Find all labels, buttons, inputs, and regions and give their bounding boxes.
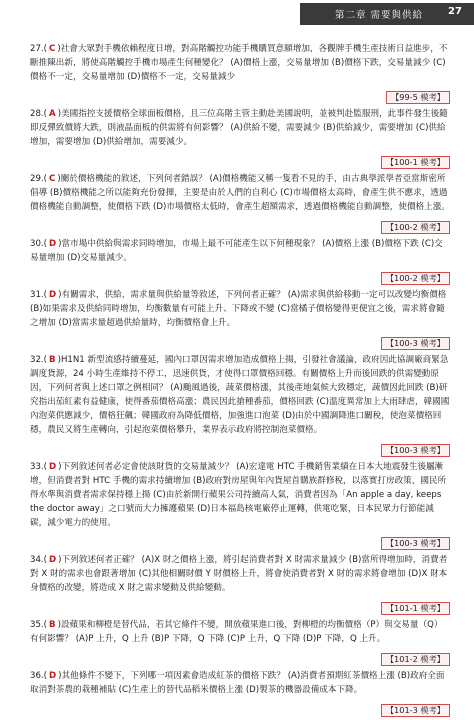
question-text-block xyxy=(30,669,450,697)
question-text-block xyxy=(30,42,450,84)
question-text-block xyxy=(30,107,450,149)
question-item xyxy=(30,553,450,615)
exam-source-badge: 【101-2 模考】 xyxy=(381,653,450,666)
source-row xyxy=(30,438,450,457)
question-number: 27.( xyxy=(30,44,48,54)
source-row xyxy=(30,596,450,615)
question-body: 下列敘述何者必定會使該財貨的交易量減少？ (A)宏達電 HTC 手機銷售業績在日本大地震發生後屬漸增，但消費者對 HTC 手機的需求持續增加 (B)政府對房屋與年內貨屋首購族群修稅，以落實打房政策，國民所得水準與消費者需求保持穩上揚 (C)由於新開行蘋果公司持續高人氣，消費者因為「An apple a day, keeps the doctor away」之口號而大力擁護蘋果 (D)日本福島核電廠停止運轉，供電吃緊，日本民眾力行節能減碳，減少電力的使用。 xyxy=(30,462,447,528)
question-number: 32.( xyxy=(30,355,48,365)
chapter-title: 第二章 需要與供給 xyxy=(335,10,424,21)
answer-letter: B xyxy=(49,620,56,630)
exam-source-badge: 【99-5 模考】 xyxy=(386,91,450,104)
question-body: H1N1 新型流感持續蔓延，國內口罩因需求增加造成價格上揚，引發社會議論，政府因此協調廠商緊急調度貨源，24 小時生產維持不停工，迅速供貨，才使得口罩價格回穩。有關價格上升而後回跌的供需變動原因，下列何者與上述口罩之例相同？ (A)颱風過後，蔬菜價格漲，其後產地氣候大致穩定，蔬價因此回跌 (B)研究指出茄紅素有益健康，使得番茄價格高漲；農民因此搶種番茄，價格回跌 (C)溫度異常加上大雨肆虐，韓國國內泡菜供應減少，價格狂飆；韓國政府為降低價格，加強進口泡菜 (D)由於中國調降進口關稅，使泡菜價格回穩，農民又將生產轉向，引起泡菜價格攀升，業界表示政府將控制泡菜價格。 xyxy=(30,355,450,435)
question-body: 美國指控支援價格全球面板價格，且三位高階主管主動赴美國說明，並被判赴監服刑，此事件發生後隨即反彈致價將大跌，則液晶面板的供需將有何影響？ (A)供給不變，需要減少 (B)供給減少，需要增加 (C)供給增加，需要增加 (D)供給增加，需要減少。 xyxy=(30,109,448,147)
question-item xyxy=(30,353,450,457)
question-body: 下列敘述何者正確？ (A)X 財之價格上漲，將引起消費者對 X 財需求量減少 (B)當所得增加時，消費者對 X 財的需求也會跟著增加 (C)其他相關財價 Y 財價格上升，將會使消費者對 X 財的需求將會增加 (D)X 財本身價格的改變，將造成 X 財之需求變動及供給變動。 xyxy=(30,555,448,593)
question-body: 社會大眾對手機依賴程度日增，對高階觸控功能手機購買意願增加，各觀牌手機生產技術日益進步，不斷推陳出新，將使高階觸控手機市場產生何種變化？ (A)價格上漲，交易量增加 (B)價格下跌，交易量減少 (C)價格不一定，交易量增加 (D)價格不一定，交易量減少 xyxy=(30,44,448,82)
answer-letter: D xyxy=(49,239,57,249)
question-item xyxy=(30,107,450,169)
answer-letter: C xyxy=(49,44,56,54)
question-body: 設蘋果和柳橙是替代品，若其它條件不變，開放蘋果進口後，對柳橙的均衡價格（P）與交易量（Q）有何影響？ (A)P 上升，Q 上升 (B)P 下降，Q 下降 (C)P 上升，Q 下降 (D)P 下降，Q 上升。 xyxy=(30,620,443,644)
answer-letter: B xyxy=(49,355,56,365)
question-text-block xyxy=(30,288,450,330)
exam-source-badge: 【100-2 模考】 xyxy=(381,221,450,234)
answer-close: ) xyxy=(57,355,61,365)
question-item xyxy=(30,669,450,717)
page-number: 27 xyxy=(448,6,462,17)
page-header xyxy=(0,0,474,26)
source-row xyxy=(30,647,450,666)
answer-close: ) xyxy=(57,44,61,54)
question-text-block xyxy=(30,172,450,214)
question-body: 有關需求，供給，需求量與供給量等敘述，下列何者正確？ (A)需求與供給移動一定可以改變均衡價格 (B)如果需求及供給同時增加，均衡數量有可能上升、下降或不變 (C)當橘子價格變得更便宜之後，需求將會隨之增加 (D)當需求量超過供給量時，均衡價格會上升。 xyxy=(30,290,447,328)
exam-source-badge: 【100-1 模考】 xyxy=(381,156,450,169)
question-item xyxy=(30,288,450,350)
exam-source-badge: 【100-3 模考】 xyxy=(381,444,450,457)
question-number: 28.( xyxy=(30,109,48,119)
source-row xyxy=(30,215,450,234)
source-row xyxy=(30,266,450,285)
answer-letter: D xyxy=(49,555,57,565)
exam-source-badge: 【100-3 模考】 xyxy=(381,337,450,350)
exam-source-badge: 【100-3 模考】 xyxy=(381,537,450,550)
answer-close: ) xyxy=(57,109,62,119)
answer-close: ) xyxy=(58,290,62,300)
exam-source-badge: 【101-3 模考】 xyxy=(381,704,450,717)
answer-close: ) xyxy=(58,671,62,681)
answer-close: ) xyxy=(58,462,62,472)
question-number: 36.( xyxy=(30,671,48,681)
question-text-block xyxy=(30,553,450,595)
question-item xyxy=(30,172,450,234)
answer-close: ) xyxy=(58,555,62,565)
source-row xyxy=(30,85,450,104)
answer-close: ) xyxy=(58,239,62,249)
answer-letter: D xyxy=(49,462,57,472)
question-body: 其他條件不變下，下列哪一項因素會造成紅茶的價格下跌？ (A)消費者預期紅茶價格上漲 (B)政府全面取消對茶農的栽種補貼 (C)生產上的替代品稻米價格上漲 (D)製茶的機器設備成本下降。 xyxy=(30,671,445,695)
question-number: 29.( xyxy=(30,174,48,184)
question-item xyxy=(30,460,450,550)
question-item xyxy=(30,42,450,104)
question-number: 34.( xyxy=(30,555,48,565)
answer-letter: A xyxy=(49,109,56,119)
question-body: 當市場中供給與需求同時增加，市場上最不可能產生以下何種現象？ (A)價格上漲 (B)價格下跌 (C)交易量增加 (D)交易量減少。 xyxy=(30,239,443,263)
question-list xyxy=(30,42,450,720)
question-number: 31.( xyxy=(30,290,48,300)
question-number: 30.( xyxy=(30,239,48,249)
answer-close: ) xyxy=(57,174,61,184)
exam-source-badge: 【100-2 模考】 xyxy=(381,272,450,285)
question-item xyxy=(30,618,450,666)
question-text-block xyxy=(30,460,450,530)
question-text-block xyxy=(30,618,450,646)
question-item xyxy=(30,237,450,285)
source-row xyxy=(30,531,450,550)
question-number: 35.( xyxy=(30,620,48,630)
answer-letter: D xyxy=(49,671,57,681)
question-text-block xyxy=(30,237,450,265)
question-text-block xyxy=(30,353,450,437)
question-body: 關於價格機能的敘述，下列何者錯誤？ (A)價格機能又稱一隻看不見的手，由古典學派學者亞當斯密所倡導 (B)價格機能之所以能夠充份發揮，主要是由於人們的自利心 (C)市場價格太高時，會產生供不應求，透過價格機能自動調整，使價格下跌 (D)市場價格太低時，會產生超額需求，透過價格機能自動調整，使價格上漲。 xyxy=(30,174,450,212)
source-row xyxy=(30,698,450,717)
answer-letter: D xyxy=(49,290,57,300)
question-number: 33.( xyxy=(30,462,48,472)
answer-letter: C xyxy=(49,174,56,184)
exam-source-badge: 【101-1 模考】 xyxy=(381,602,450,615)
source-row xyxy=(30,150,450,169)
answer-close: ) xyxy=(57,620,61,630)
source-row xyxy=(30,331,450,350)
